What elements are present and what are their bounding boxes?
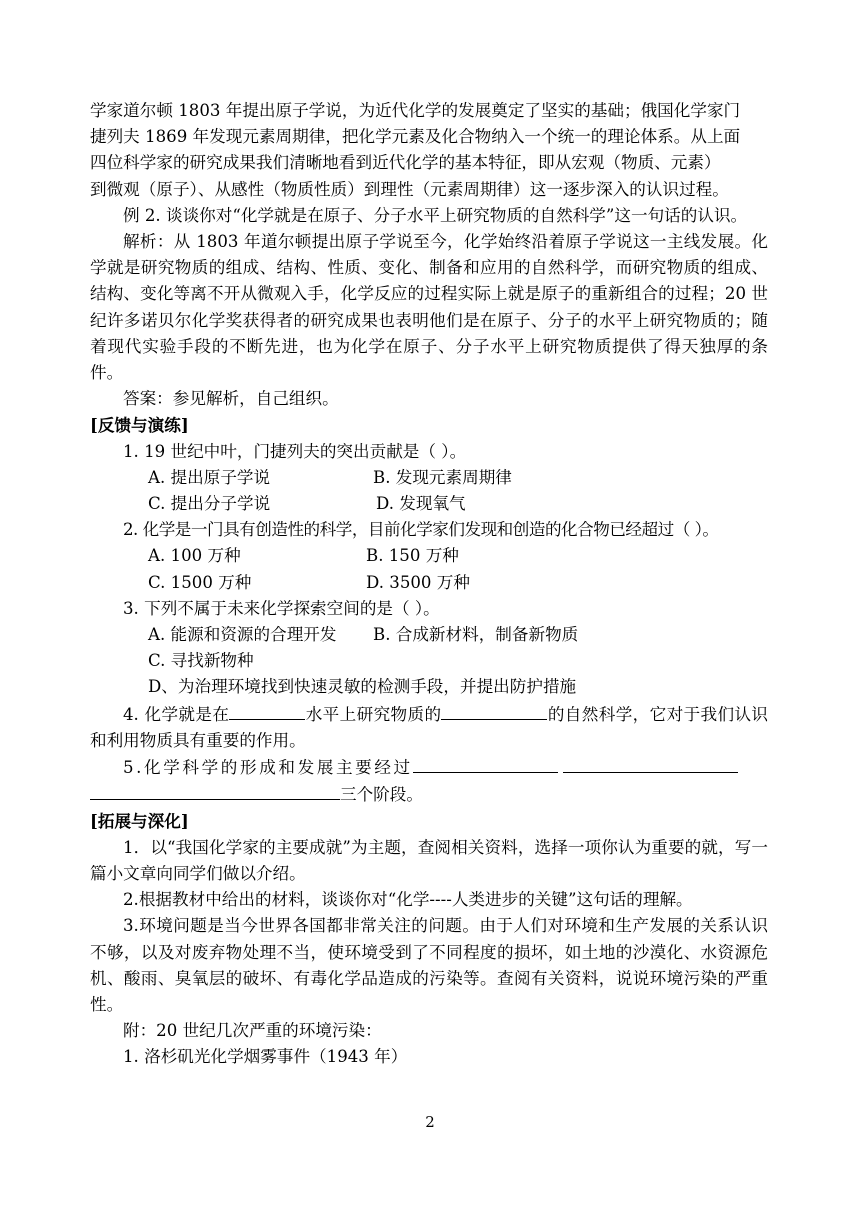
extension-item-2: 2.根据教材中给出的材料，谈谈你对“化学----人类进步的关键”这句话的理解。	[123, 890, 693, 910]
question-5-part-2: 三个阶段。	[340, 785, 423, 805]
extension-heading: [拓展与深化]	[90, 811, 189, 832]
page-content	[90, 98, 768, 1071]
question-2-option-d: D. 3500 万种	[366, 572, 470, 592]
appendix-title: 附：20 世纪几次严重的环境污染：	[123, 1021, 382, 1041]
question-4	[90, 701, 768, 754]
question-5-line-2	[90, 781, 768, 808]
question-1-options-row-1	[90, 465, 768, 491]
question-5-blank-1[interactable]	[413, 754, 558, 773]
question-5-blank-3[interactable]	[90, 781, 340, 800]
question-3-options-row-3	[90, 674, 768, 700]
question-3-options-row-2	[90, 648, 768, 674]
extension-item-3: 3.环境问题是当今世界各国都非常关注的问题。由于人们对环境和生产发展的关系认识不够，以及对废弃物处理不当，使环境受到了不同程度的损坏，如土地的沙漠化、水资源危机、酸雨、臭氧层的破坏、有毒化学品造成的污染等。查阅有关资料，说说环境污染的严重性。	[90, 916, 768, 1014]
question-2-stem: 2. 化学是一门具有创造性的科学，目前化学家们发现和创造的化合物已经超过（ ）。	[123, 520, 719, 540]
intro-line-4: 到微观（原子）、从感性（物质性质）到理性（元素周期律）这一逐步深入的认识过程。	[90, 179, 729, 199]
page-number: 2	[425, 1113, 435, 1131]
question-2-option-c: C. 1500 万种	[148, 572, 252, 592]
example-2-analysis: 解析：从 1803 年道尔顿提出原子学说至今，化学始终沿着原子学说这一主线发展。化学就是研究物质的组成、结构、性质、变化、制备和应用的自然科学，而研究物质的组成、结构、变化等离不开从微观入手，化学反应的过程实际上就是原子的重新组合的过程；20 世纪许多诺贝尔化学奖获得者的研究成果也表明他们是在原子、分子的水平上研究物质的；随着现代实验手段的不断先进，也为化学在原子、分子水平上研究物质提供了得天独厚的条件。	[90, 232, 768, 383]
question-2-option-b: B. 150 万种	[366, 546, 459, 566]
question-5-blank-2[interactable]	[563, 754, 738, 773]
example-2-answer: 答案：参见解析，自己组织。	[123, 389, 339, 409]
question-4-blank-2[interactable]	[441, 701, 547, 720]
question-3-option-d: D、为治理环境找到快速灵敏的检测手段，并提出防护措施	[148, 677, 577, 697]
question-2-options-row-1	[90, 543, 768, 569]
question-4-part-2: 水平上研究物质的	[305, 704, 442, 724]
question-5-part-1: 5.化学科学的形成和发展主要经过	[123, 758, 413, 778]
question-4-blank-1[interactable]	[229, 701, 305, 720]
feedback-heading: [反馈与演练]	[90, 415, 189, 436]
example-2-question: 例 2. 谈谈你对“化学就是在原子、分子水平上研究物质的自然科学”这一句话的认识。	[123, 205, 748, 225]
intro-line-3: 四位科学家的研究成果我们清晰地看到近代化学的基本特征，即从宏观（物质、元素）	[90, 153, 721, 173]
question-3-option-b: B. 合成新材料，制备新物质	[373, 625, 579, 645]
question-1-option-c: C. 提出分子学说	[148, 494, 271, 514]
question-2-options-row-2	[90, 570, 768, 596]
extension-item-1: 1．以“我国化学家的主要成就”为主题，查阅相关资料，选择一项你认为重要的就，写一篇小文章向同学们做以介绍。	[90, 837, 768, 883]
appendix-event-1: 1. 洛杉矶光化学烟雾事件（1943 年）	[123, 1047, 408, 1067]
question-3-option-a: A. 能源和资源的合理开发	[148, 625, 337, 645]
question-1-option-d: D. 发现氧气	[376, 494, 466, 514]
intro-line-2: 捷列夫 1869 年发现元素周期律，把化学元素及化合物纳入一个统一的理论体系。从上面	[90, 127, 741, 147]
question-1-stem: 1. 19 世纪中叶，门捷列夫的突出贡献是（ ）。	[123, 441, 467, 461]
question-1-options-row-2	[90, 491, 768, 517]
question-3-option-c: C. 寻找新物种	[148, 651, 254, 671]
question-4-part-3: 的自然科学，它对于我们认识和利用物质具有重要的作用。	[90, 704, 769, 750]
question-2-option-a: A. 100 万种	[148, 546, 241, 566]
question-1-option-a: A. 提出原子学说	[148, 467, 271, 487]
question-3-options-row-1	[90, 622, 768, 648]
intro-line-1: 学家道尔顿 1803 年提出原子学说，为近代化学的发展奠定了坚实的基础；俄国化学家门	[90, 101, 741, 120]
question-3-stem: 3. 下列不属于未来化学探索空间的是（ ）。	[123, 598, 440, 618]
question-4-part-1: 4. 化学就是在	[123, 704, 230, 724]
question-1-option-b: B. 发现元素周期律	[373, 467, 512, 487]
question-5	[90, 754, 768, 781]
